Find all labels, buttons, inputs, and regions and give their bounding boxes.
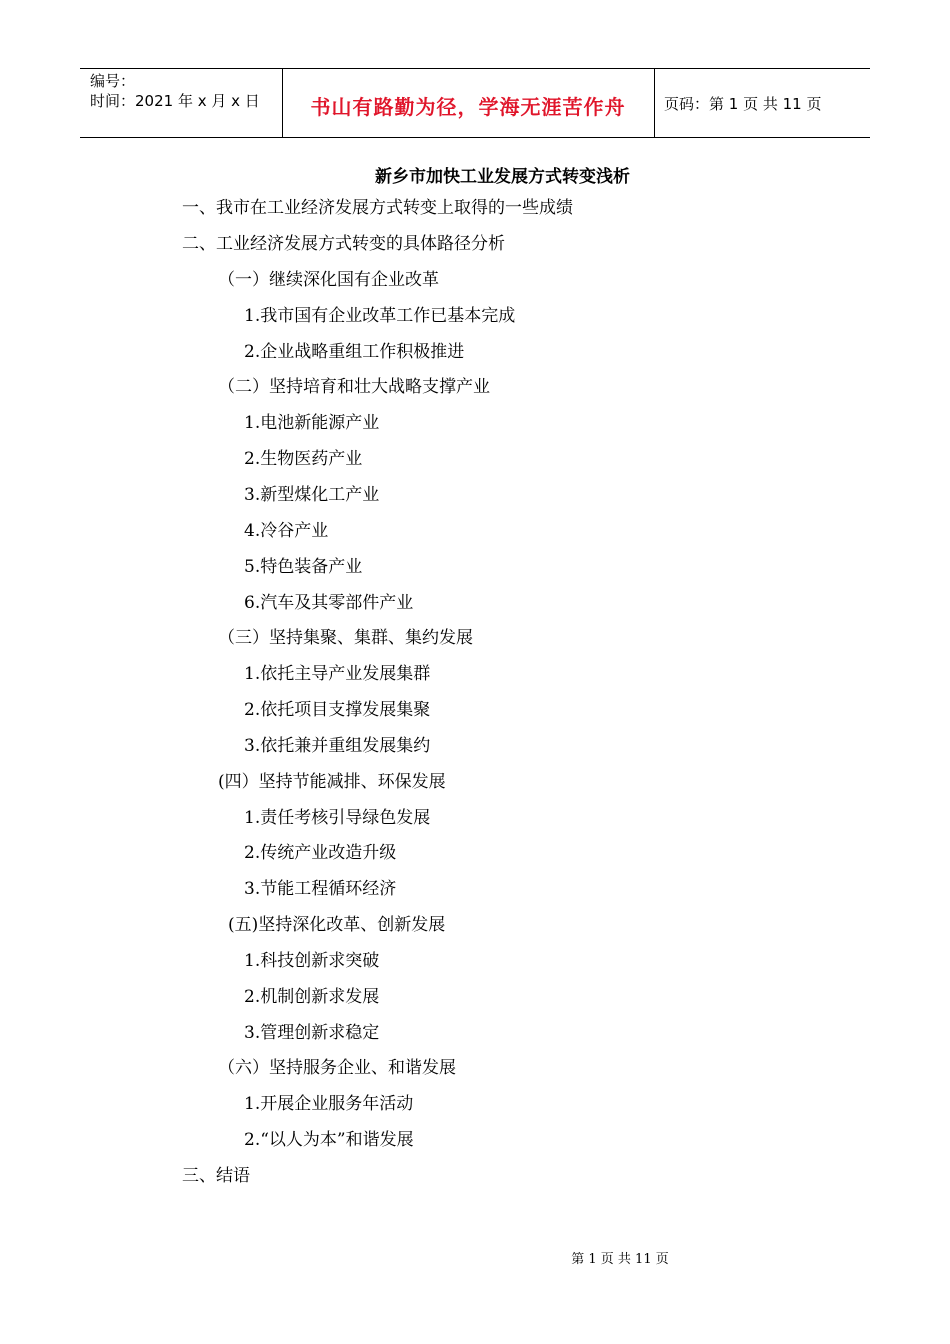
outline-item: 1.电池新能源产业 <box>244 413 380 433</box>
page-footer: 第 1 页 共 11 页 <box>571 1252 669 1267</box>
outline-item: 4.冷谷产业 <box>244 521 329 541</box>
outline-item: （二）坚持培育和壮大战略支撑产业 <box>218 377 490 397</box>
outline-item: 1.依托主导产业发展集群 <box>244 664 431 684</box>
header-divider <box>654 69 655 137</box>
outline-item: 5.特色装备产业 <box>244 557 363 577</box>
outline-item: 1.我市国有企业改革工作已基本完成 <box>244 306 516 326</box>
document-header <box>80 68 870 138</box>
outline-item: 一、我市在工业经济发展方式转变上取得的一些成绩 <box>182 198 573 218</box>
outline-item: 3.依托兼并重组发展集约 <box>244 736 431 756</box>
header-meta <box>90 71 260 111</box>
number-label: 编号： <box>90 72 136 90</box>
time-label: 时间：2021 年 x 月 x 日 <box>90 92 260 110</box>
outline-item: 2.机制创新求发展 <box>244 987 380 1007</box>
outline-item: 2.传统产业改造升级 <box>244 843 397 863</box>
outline-item: 三、结语 <box>182 1166 250 1186</box>
outline-item: 2.依托项目支撑发展集聚 <box>244 700 431 720</box>
outline-item: 二、工业经济发展方式转变的具体路径分析 <box>182 234 505 254</box>
outline-item: （一）继续深化国有企业改革 <box>218 270 439 290</box>
outline-item: (四）坚持节能减排、环保发展 <box>218 772 446 792</box>
outline-item: 3.新型煤化工产业 <box>244 485 380 505</box>
outline-item: 6.汽车及其零部件产业 <box>244 593 414 613</box>
outline-item: 2.企业战略重组工作积极推进 <box>244 342 465 362</box>
outline-item: （三）坚持集聚、集群、集约发展 <box>218 628 473 648</box>
outline-item: 1.科技创新求突破 <box>244 951 380 971</box>
outline-item: 1.责任考核引导绿色发展 <box>244 808 431 828</box>
outline-item: （六）坚持服务企业、和谐发展 <box>218 1058 456 1078</box>
header-motto: 书山有路勤为径，学海无涯苦作舟 <box>310 95 626 119</box>
outline-item: (五)坚持深化改革、创新发展 <box>228 915 446 935</box>
header-page-info: 页码：第 1 页 共 11 页 <box>664 95 822 113</box>
outline-item: 1.开展企业服务年活动 <box>244 1094 414 1114</box>
outline-item: 3.管理创新求稳定 <box>244 1023 380 1043</box>
document-title: 新乡市加快工业发展方式转变浅析 <box>375 167 630 187</box>
outline-item: 2.生物医药产业 <box>244 449 363 469</box>
outline-item: 2.“以人为本”和谐发展 <box>244 1130 414 1150</box>
outline-item: 3.节能工程循环经济 <box>244 879 397 899</box>
